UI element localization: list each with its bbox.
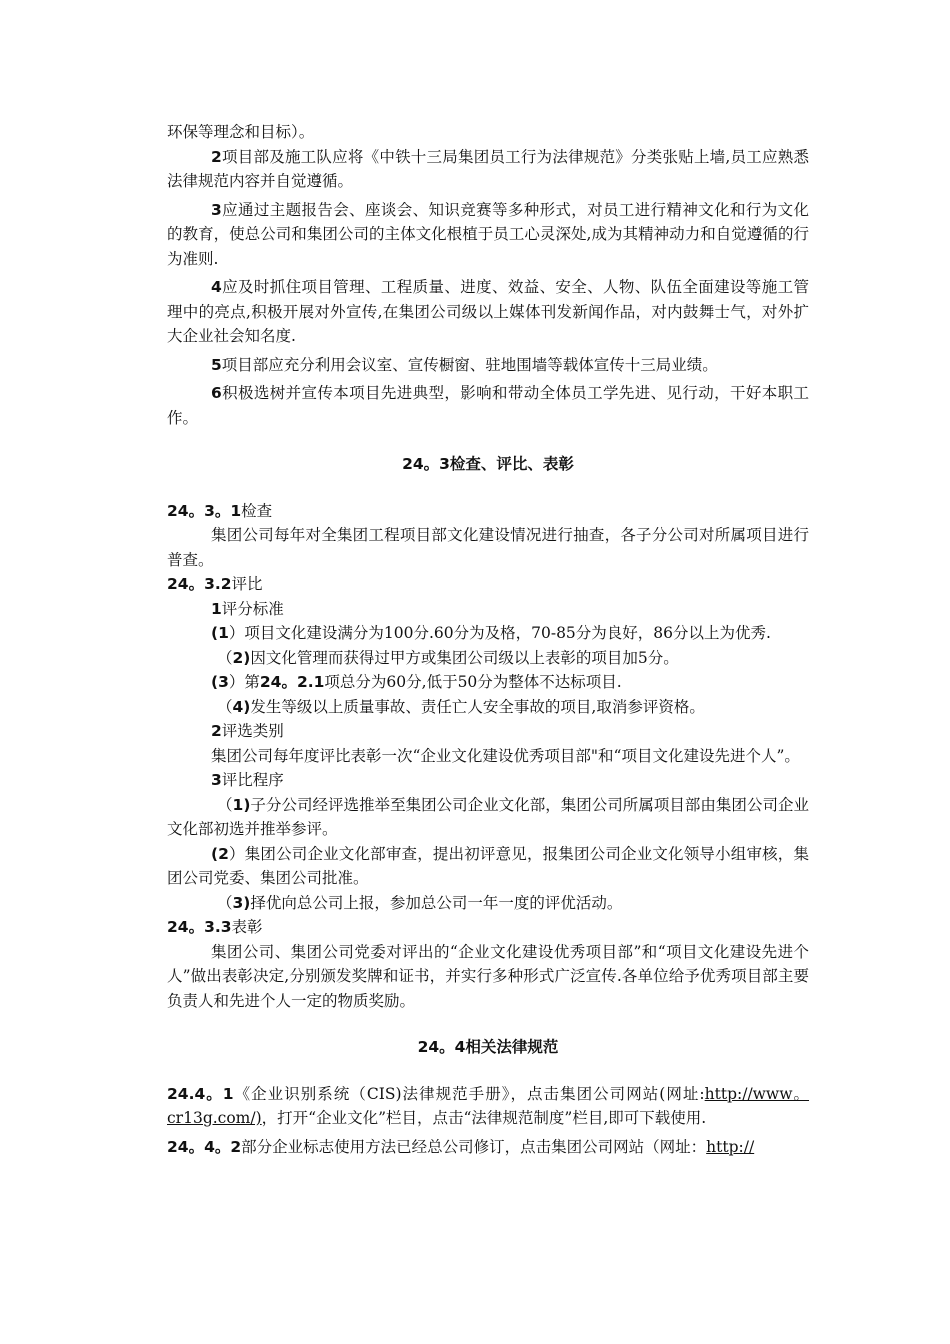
list-item-6: 6积极选树并宣传本项目先进典型，影响和带动全体员工学先进、见行动，干好本职工作。 [167,384,809,427]
paragraph: 集团公司每年对全集团工程项目部文化建设情况进行抽查，各子分公司对所属项目进行普查。 [167,526,809,569]
list-item: （1)子分公司经评选推举至集团公司企业文化部，集团公司所属项目部由集团公司企业文化部初选并推举参评。 [167,795,809,838]
subsection-24-3-2: 24。3.2评比 [167,575,263,593]
list-item-5: 5项目部应充分利用会议室、宣传橱窗、驻地围墙等载体宣传十三局业绩。 [211,355,718,374]
list-item-3: 3应通过主题报告会、座谈会、知识竞赛等多种形式，对员工进行精神文化和行为文化的教育，使总公司和集团公司的主体文化根植于员工心灵深处,成为其精神动力和自觉遵循的行为准则. [167,200,809,268]
list-item: (2）集团公司企业文化部审查，提出初评意见，报集团公司企业文化领导小组审核，集团公司党委、集团公司批准。 [167,844,809,887]
list-item-scoring-standard: 1评分标准 [211,599,284,618]
section-heading-24-3: 24。3检查、评比、表彰 [402,455,574,473]
paragraph: 集团公司、集团公司党委对评出的“企业文化建设优秀项目部”和“项目文化建设先进个人”做出表彰决定,分别颁发奖牌和证书，并实行多种形式广泛宣传.各单位给予优秀项目部主要负责人和先进个人一定的物质奖励。 [167,942,809,1010]
list-item: （4)发生等级以上质量事故、责任亡人安全事故的项目,取消参评资格。 [217,697,705,716]
list-item-procedure: 3评比程序 [211,771,284,789]
list-item: （2)因文化管理而获得过甲方或集团公司级以上表彰的项目加5分。 [217,648,679,667]
subsection-24-3-3: 24。3.3表彰 [167,918,263,936]
list-item: (3）第24。2.1项总分为60分,低于50分为整体不达标项目. [211,673,622,691]
list-item-4: 4应及时抓住项目管理、工程质量、进度、效益、安全、人物、队伍全面建设等施工管理中的亮点,积极开展对外宣传,在集团公司级以上媒体刊发新闻作品，对内鼓舞士气，对外扩大企业社会知名度. [167,278,809,345]
section-heading-24-4: 24。4相关法律规范 [417,1038,559,1056]
subsection-24-4-1: 24.4。1《企业识别系统（CIS)法律规范手册》，点击集团公司网站(网址:http://www。cr13g.com/)，打开“企业文化”栏目，点击“法律规范制度”栏目,即可下载使用. [167,1084,810,1127]
document-page [167,120,809,1159]
list-item: （3)择优向总公司上报，参加总公司一年一度的评优活动。 [217,893,623,912]
list-item: (1）项目文化建设满分为100分.60分为及格，70-85分为良好，86分以上为优秀. [211,624,771,642]
website-link[interactable]: http:// [706,1137,755,1156]
paragraph: 环保等理念和目标）。 [167,123,315,141]
website-link[interactable]: http://www。cr13g.com/) [167,1084,810,1127]
subsection-24-3-1: 24。3。1检查 [167,501,273,520]
list-item-2: 2项目部及施工队应将《中铁十三局集团员工行为法律规范》分类张贴上墙,员工应熟悉法律规范内容并自觉遵循。 [167,147,809,190]
subsection-24-4-2: 24。4。2部分企业标志使用方法已经总公司修订，点击集团公司网站（网址：http:// [167,1137,755,1156]
list-item-category: 2评选类别 [211,722,284,740]
paragraph: 集团公司每年度评比表彰一次“企业文化建设优秀项目部"和“项目文化建设先进个人”。 [211,746,800,765]
